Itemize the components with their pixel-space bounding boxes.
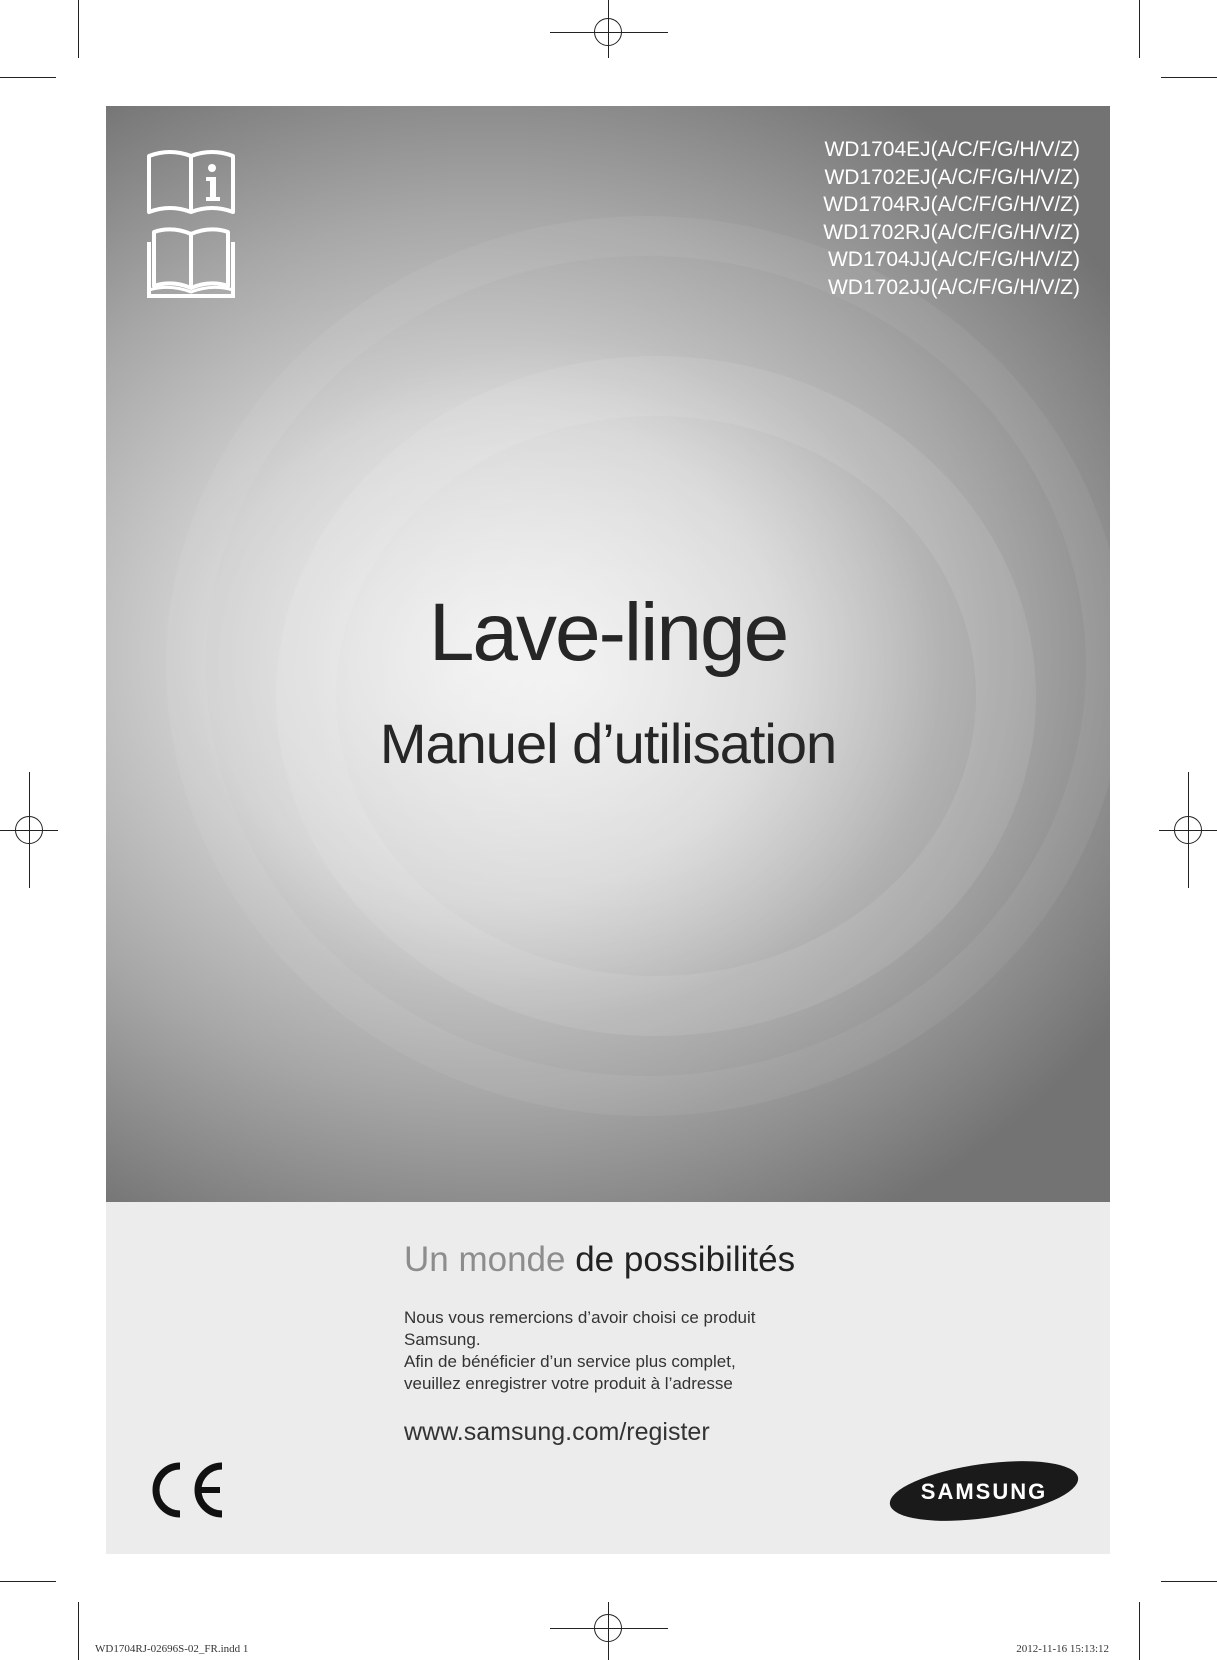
- slogan-dark: de possibilités: [575, 1240, 796, 1279]
- ce-mark-icon: [144, 1458, 228, 1522]
- crop-mark: [78, 0, 79, 58]
- model-number: WD1704EJ(A/C/F/G/H/V/Z): [824, 138, 1080, 161]
- product-title: Lave-linge: [428, 587, 788, 678]
- slug-timestamp: 2012-11-16 15:13:12: [1016, 1643, 1109, 1655]
- crop-mark: [1161, 77, 1217, 78]
- open-book-icon: [146, 224, 236, 300]
- crop-mark: [1139, 0, 1140, 58]
- slug-filename: WD1704RJ-02696S-02_FR.indd 1: [95, 1643, 249, 1655]
- slogan: [404, 1240, 795, 1280]
- crop-mark: [0, 1581, 56, 1582]
- model-number: WD1704RJ(A/C/F/G/H/V/Z): [823, 193, 1080, 216]
- samsung-logo: [886, 1458, 1082, 1524]
- slogan-light: Un monde: [404, 1240, 566, 1279]
- thanks-line: Nous vous remercions d’avoir choisi ce produit: [404, 1308, 756, 1327]
- thanks-line: Afin de bénéficier d’un service plus complet,: [404, 1352, 736, 1371]
- model-list: [823, 136, 1080, 301]
- model-number: WD1702JJ(A/C/F/G/H/V/Z): [827, 275, 1080, 299]
- register-url[interactable]: www.samsung.com/register: [404, 1418, 710, 1446]
- thanks-line: Samsung.: [404, 1330, 481, 1349]
- thanks-line: veuillez enregistrer votre produit à l’adresse: [404, 1374, 733, 1393]
- bottom-panel: [106, 1202, 1110, 1554]
- cover-image: [106, 106, 1110, 1202]
- crop-mark: [0, 77, 56, 78]
- thanks-text: [404, 1307, 824, 1395]
- crop-mark: [1161, 1581, 1217, 1582]
- info-manual-icon: [146, 148, 236, 218]
- model-number: WD1702EJ(A/C/F/G/H/V/Z): [824, 165, 1080, 189]
- model-number: WD1704JJ(A/C/F/G/H/V/Z): [827, 248, 1080, 271]
- model-number: WD1702RJ(A/C/F/G/H/V/Z): [823, 220, 1080, 244]
- crop-mark: [78, 1602, 79, 1660]
- manual-subtitle: Manuel d’utilisation: [379, 712, 837, 775]
- svg-text:SAMSUNG: SAMSUNG: [920, 1479, 1048, 1504]
- crop-mark: [1139, 1602, 1140, 1660]
